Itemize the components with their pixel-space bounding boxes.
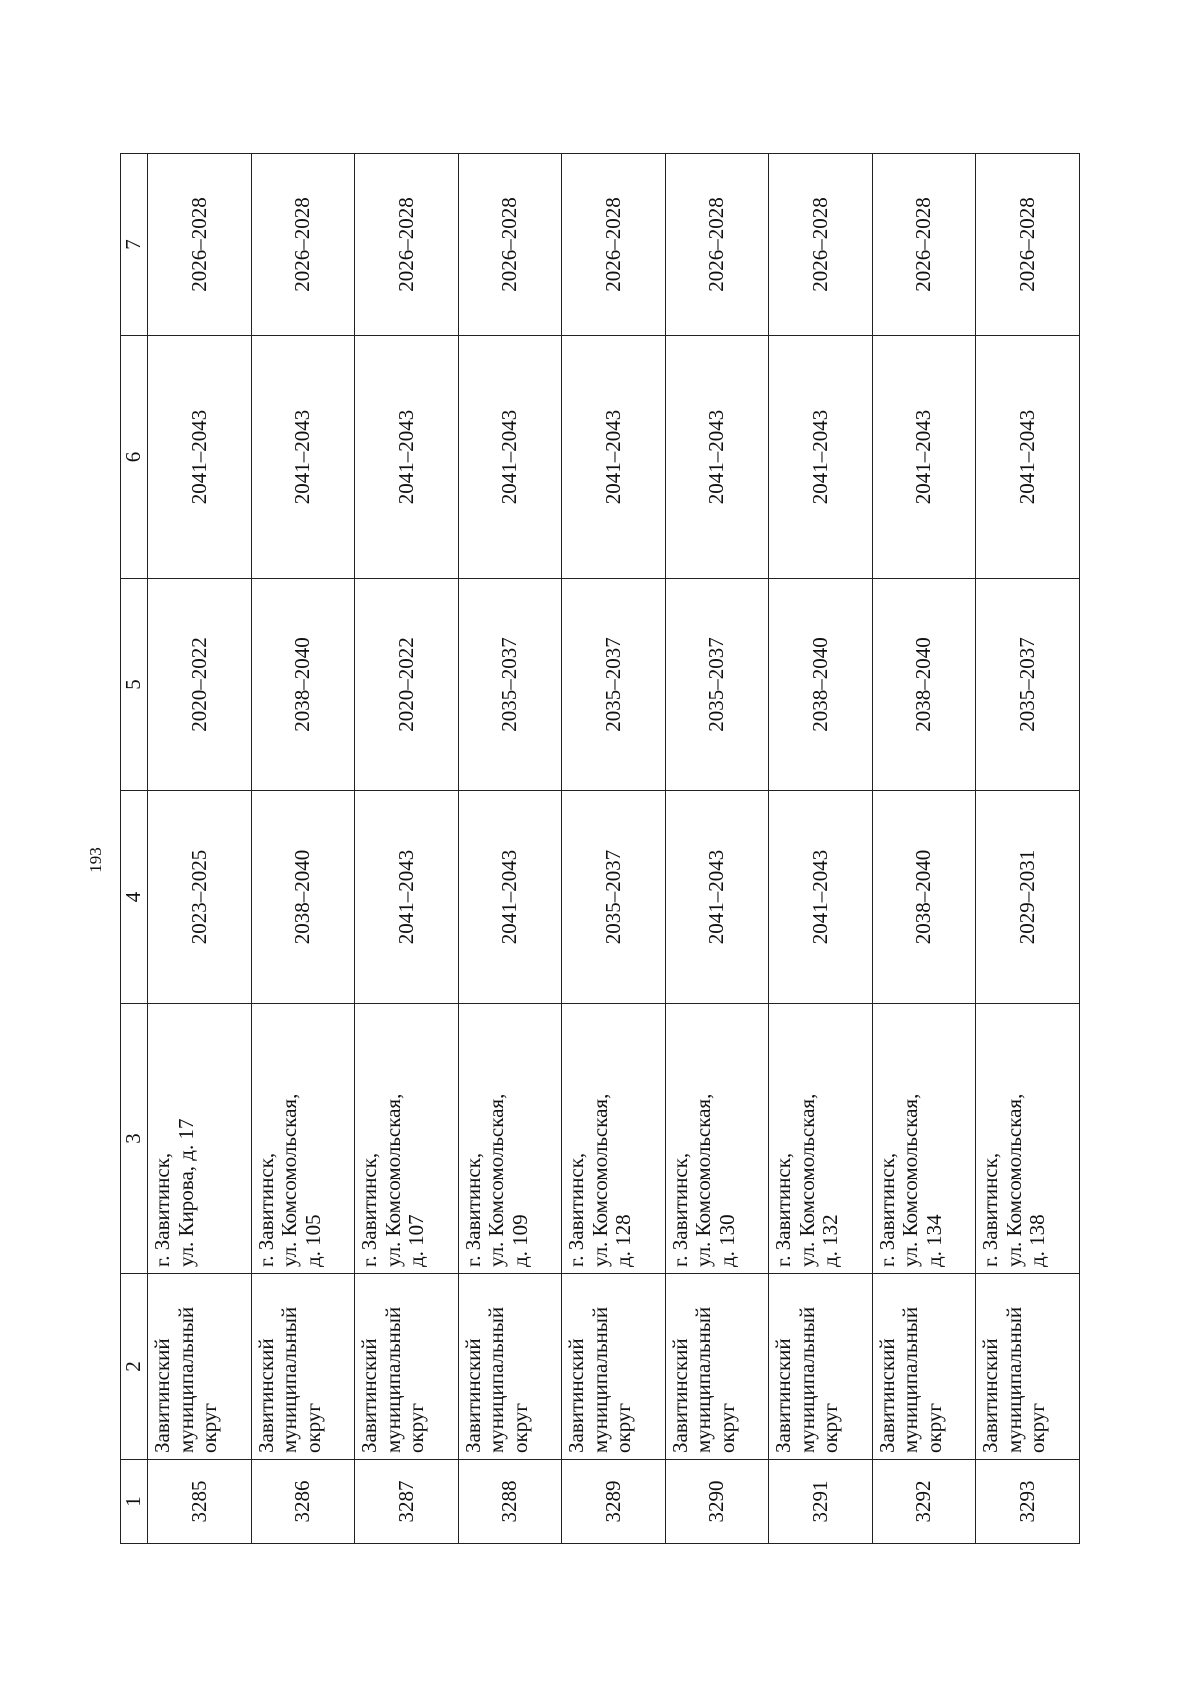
address-line: г. Завитинск, [357, 1152, 382, 1267]
column-header: 2 [121, 1273, 148, 1459]
district-line: муниципальный [380, 1306, 405, 1453]
column-header: 6 [121, 335, 148, 578]
district-line: округ [300, 1402, 325, 1453]
district-line: муниципальный [484, 1306, 509, 1453]
address-line: г. Завитинск, [460, 1152, 485, 1267]
period-cell-c7: 2026–2028 [872, 153, 976, 335]
address-line: д. 109 [507, 1213, 532, 1267]
address-line: ул. Комсомольская, [587, 1093, 612, 1267]
district-cell [769, 1273, 873, 1459]
address-line: г. Завитинск, [253, 1152, 278, 1267]
address-line: г. Завитинск, [564, 1152, 589, 1267]
district-cell [665, 1273, 769, 1459]
period-cell-c4: 2041–2043 [665, 790, 769, 1003]
district-line: округ [197, 1402, 222, 1453]
district-line: муниципальный [691, 1306, 716, 1453]
period-cell-c6: 2041–2043 [665, 335, 769, 578]
address-line: ул. Комсомольская, [794, 1093, 819, 1267]
period-cell-c4: 2041–2043 [355, 790, 459, 1003]
address-line: г. Завитинск, [978, 1152, 1003, 1267]
column-header: 7 [121, 153, 148, 335]
address-line: д. 134 [921, 1213, 946, 1267]
row-number-cell: 3288 [458, 1459, 562, 1543]
period-cell-c6: 2041–2043 [769, 335, 873, 578]
period-cell-c4: 2035–2037 [562, 790, 666, 1003]
address-line: г. Завитинск, [667, 1152, 692, 1267]
district-line: Завитинский [978, 1337, 1003, 1453]
district-cell [458, 1273, 562, 1459]
district-line: муниципальный [1001, 1306, 1026, 1453]
row-number-cell: 3286 [251, 1459, 355, 1543]
district-cell [148, 1273, 252, 1459]
rotated-table-container [120, 154, 1080, 1544]
district-line: Завитинский [357, 1337, 382, 1453]
period-cell-c4: 2023–2025 [148, 790, 252, 1003]
row-number-cell: 3289 [562, 1459, 666, 1543]
row-number-cell: 3293 [976, 1459, 1080, 1543]
period-cell-c5: 2020–2022 [355, 578, 459, 790]
district-cell [872, 1273, 976, 1459]
period-cell-c4: 2038–2040 [251, 790, 355, 1003]
address-line: д. 128 [611, 1213, 636, 1267]
table-row [251, 153, 355, 1543]
district-line: Завитинский [667, 1337, 692, 1453]
period-cell-c7: 2026–2028 [665, 153, 769, 335]
table-header-row [121, 153, 148, 1543]
data-table [120, 153, 1080, 1544]
period-cell-c7: 2026–2028 [976, 153, 1080, 335]
district-cell [562, 1273, 666, 1459]
address-line: ул. Комсомольская, [484, 1093, 509, 1267]
column-header: 3 [121, 1003, 148, 1273]
district-cell [355, 1273, 459, 1459]
table-row [148, 153, 252, 1543]
row-number-cell: 3287 [355, 1459, 459, 1543]
period-cell-c7: 2026–2028 [251, 153, 355, 335]
table-row [769, 153, 873, 1543]
district-line: округ [507, 1402, 532, 1453]
address-line: г. Завитинск, [874, 1152, 899, 1267]
period-cell-c6: 2041–2043 [148, 335, 252, 578]
district-cell [976, 1273, 1080, 1459]
row-number-cell: 3290 [665, 1459, 769, 1543]
district-line: Завитинский [150, 1337, 174, 1453]
district-line: Завитинский [874, 1337, 899, 1453]
address-line: ул. Комсомольская, [1001, 1093, 1026, 1267]
address-line: д. 105 [300, 1213, 325, 1267]
period-cell-c5: 2035–2037 [458, 578, 562, 790]
table-row [665, 153, 769, 1543]
district-line: округ [818, 1402, 843, 1453]
address-cell [872, 1003, 976, 1273]
table-row [872, 153, 976, 1543]
district-line: Завитинский [460, 1337, 485, 1453]
district-line: округ [404, 1402, 429, 1453]
address-line: д. 130 [714, 1213, 739, 1267]
period-cell-c7: 2026–2028 [562, 153, 666, 335]
district-line: округ [1025, 1402, 1050, 1453]
district-line: Завитинский [564, 1337, 589, 1453]
period-cell-c5: 2035–2037 [665, 578, 769, 790]
row-number-cell: 3292 [872, 1459, 976, 1543]
address-cell [769, 1003, 873, 1273]
period-cell-c5: 2020–2022 [148, 578, 252, 790]
district-line: округ [611, 1402, 636, 1453]
period-cell-c6: 2041–2043 [562, 335, 666, 578]
period-cell-c4: 2041–2043 [769, 790, 873, 1003]
period-cell-c6: 2041–2043 [251, 335, 355, 578]
period-cell-c7: 2026–2028 [148, 153, 252, 335]
row-number-cell: 3291 [769, 1459, 873, 1543]
period-cell-c4: 2029–2031 [976, 790, 1080, 1003]
address-line: д. 138 [1025, 1213, 1050, 1267]
address-cell [251, 1003, 355, 1273]
row-number-cell: 3285 [148, 1459, 252, 1543]
district-line: муниципальный [587, 1306, 612, 1453]
district-line: муниципальный [277, 1306, 302, 1453]
district-line: Завитинский [253, 1337, 278, 1453]
column-header: 4 [121, 790, 148, 1003]
period-cell-c4: 2041–2043 [458, 790, 562, 1003]
address-cell [976, 1003, 1080, 1273]
table-row [562, 153, 666, 1543]
period-cell-c7: 2026–2028 [769, 153, 873, 335]
period-cell-c7: 2026–2028 [355, 153, 459, 335]
address-cell [355, 1003, 459, 1273]
address-line: д. 132 [818, 1213, 843, 1267]
period-cell-c7: 2026–2028 [458, 153, 562, 335]
address-cell [562, 1003, 666, 1273]
address-line: г. Завитинск, [771, 1152, 796, 1267]
address-cell [665, 1003, 769, 1273]
address-line: ул. Комсомольская, [380, 1093, 405, 1267]
district-line: округ [921, 1402, 946, 1453]
district-line: округ [714, 1402, 739, 1453]
period-cell-c4: 2038–2040 [872, 790, 976, 1003]
district-line: муниципальный [173, 1306, 198, 1453]
period-cell-c5: 2035–2037 [562, 578, 666, 790]
column-header: 5 [121, 578, 148, 790]
address-line: д. 107 [404, 1213, 429, 1267]
period-cell-c5: 2035–2037 [976, 578, 1080, 790]
period-cell-c5: 2038–2040 [769, 578, 873, 790]
table-row [355, 153, 459, 1543]
table-row [976, 153, 1080, 1543]
table-body [148, 153, 1080, 1543]
address-cell [148, 1003, 252, 1273]
column-header: 1 [121, 1459, 148, 1543]
table-row [458, 153, 562, 1543]
period-cell-c5: 2038–2040 [251, 578, 355, 790]
period-cell-c5: 2038–2040 [872, 578, 976, 790]
district-cell [251, 1273, 355, 1459]
district-line: Завитинский [771, 1337, 796, 1453]
address-line: г. Завитинск, [150, 1152, 174, 1267]
period-cell-c6: 2041–2043 [355, 335, 459, 578]
period-cell-c6: 2041–2043 [872, 335, 976, 578]
address-line: ул. Комсомольская, [277, 1093, 302, 1267]
address-line: ул. Кирова, д. 17 [173, 1118, 198, 1267]
page-number: 193 [86, 847, 105, 873]
district-line: муниципальный [794, 1306, 819, 1453]
district-line: муниципальный [898, 1306, 923, 1453]
address-cell [458, 1003, 562, 1273]
period-cell-c6: 2041–2043 [458, 335, 562, 578]
address-line: ул. Комсомольская, [898, 1093, 923, 1267]
period-cell-c6: 2041–2043 [976, 335, 1080, 578]
address-line: ул. Комсомольская, [691, 1093, 716, 1267]
